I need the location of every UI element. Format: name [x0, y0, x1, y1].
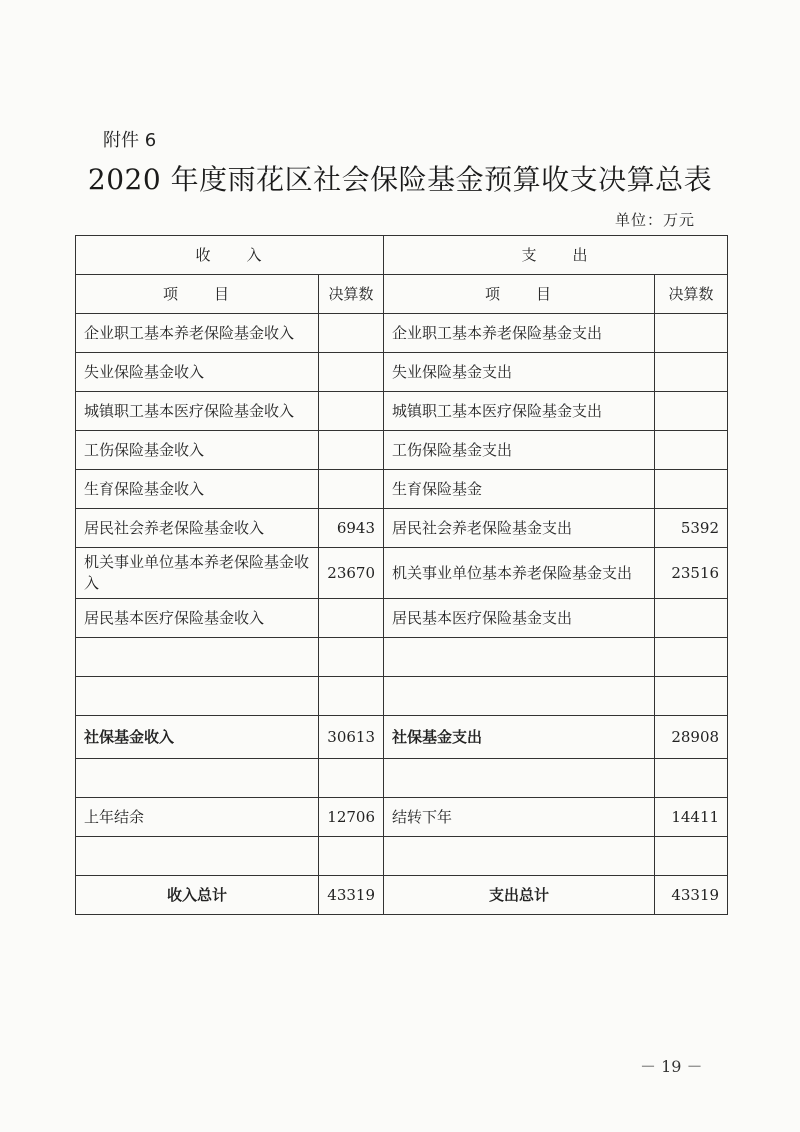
income-amount: 12706	[319, 798, 384, 837]
expense-item: 失业保险基金支出	[384, 353, 655, 392]
expense-amount: 23516	[655, 548, 728, 599]
expense-item-column-header: 项 目	[384, 275, 655, 314]
expense-amount	[655, 599, 728, 638]
income-item	[76, 677, 319, 716]
expense-item	[384, 677, 655, 716]
income-total-amount: 43319	[319, 876, 384, 915]
income-item: 企业职工基本养老保险基金收入	[76, 314, 319, 353]
table-row	[76, 599, 728, 638]
section-header-row	[76, 236, 728, 275]
table-row	[76, 759, 728, 798]
expense-total-label: 支出总计	[384, 876, 655, 915]
page-number: － 19 －	[640, 1057, 703, 1076]
expense-amount: 14411	[655, 798, 728, 837]
attachment-label: 附件 6	[103, 130, 157, 151]
page-title: 2020 年度雨花区社会保险基金预算收支决算总表	[87, 163, 713, 196]
expense-item: 企业职工基本养老保险基金支出	[384, 314, 655, 353]
expense-amount	[655, 837, 728, 876]
income-item	[76, 759, 319, 798]
income-item: 居民基本医疗保险基金收入	[76, 599, 319, 638]
income-item: 失业保险基金收入	[76, 353, 319, 392]
table-row	[76, 548, 728, 599]
expense-amount	[655, 759, 728, 798]
unit-label: 单位：万元	[614, 211, 695, 229]
income-amount: 23670	[319, 548, 384, 599]
budget-table	[75, 235, 728, 915]
table-row	[76, 509, 728, 548]
expense-amount	[655, 638, 728, 677]
expense-amount: 5392	[655, 509, 728, 548]
income-amount	[319, 638, 384, 677]
income-amount-column-header: 决算数	[319, 275, 384, 314]
income-item: 城镇职工基本医疗保险基金收入	[76, 392, 319, 431]
expense-item: 机关事业单位基本养老保险基金支出	[384, 548, 655, 599]
table-row	[76, 392, 728, 431]
table-row	[76, 314, 728, 353]
table-row	[76, 353, 728, 392]
income-amount	[319, 392, 384, 431]
column-header-row	[76, 275, 728, 314]
total-row	[76, 876, 728, 915]
expense-header: 支 出	[384, 236, 728, 275]
income-total-label: 收入总计	[76, 876, 319, 915]
expense-amount	[655, 677, 728, 716]
expense-total-amount: 43319	[655, 876, 728, 915]
income-item-column-header: 项 目	[76, 275, 319, 314]
income-item: 社保基金收入	[76, 716, 319, 759]
expense-amount: 28908	[655, 716, 728, 759]
income-item: 居民社会养老保险基金收入	[76, 509, 319, 548]
expense-item	[384, 759, 655, 798]
table-row	[76, 798, 728, 837]
expense-item	[384, 638, 655, 677]
expense-item: 城镇职工基本医疗保险基金支出	[384, 392, 655, 431]
expense-amount	[655, 314, 728, 353]
income-item	[76, 837, 319, 876]
income-item	[76, 638, 319, 677]
expense-amount	[655, 392, 728, 431]
table-row	[76, 677, 728, 716]
table-row	[76, 431, 728, 470]
expense-item: 结转下年	[384, 798, 655, 837]
expense-item: 工伤保险基金支出	[384, 431, 655, 470]
income-item: 工伤保险基金收入	[76, 431, 319, 470]
table-row	[76, 470, 728, 509]
income-item: 上年结余	[76, 798, 319, 837]
income-item: 机关事业单位基本养老保险基金收入	[76, 548, 319, 599]
income-amount	[319, 431, 384, 470]
income-amount	[319, 353, 384, 392]
income-amount: 30613	[319, 716, 384, 759]
expense-item: 居民基本医疗保险基金支出	[384, 599, 655, 638]
table-row	[76, 638, 728, 677]
expense-item: 生育保险基金	[384, 470, 655, 509]
subtotal-row	[76, 716, 728, 759]
expense-item: 居民社会养老保险基金支出	[384, 509, 655, 548]
income-amount	[319, 677, 384, 716]
expense-item	[384, 837, 655, 876]
income-header: 收 入	[76, 236, 384, 275]
table-row	[76, 837, 728, 876]
expense-amount	[655, 353, 728, 392]
expense-amount	[655, 470, 728, 509]
income-amount	[319, 837, 384, 876]
income-item: 生育保险基金收入	[76, 470, 319, 509]
expense-amount	[655, 431, 728, 470]
income-amount	[319, 314, 384, 353]
expense-item: 社保基金支出	[384, 716, 655, 759]
income-amount	[319, 599, 384, 638]
expense-amount-column-header: 决算数	[655, 275, 728, 314]
income-amount: 6943	[319, 509, 384, 548]
income-amount	[319, 470, 384, 509]
income-amount	[319, 759, 384, 798]
